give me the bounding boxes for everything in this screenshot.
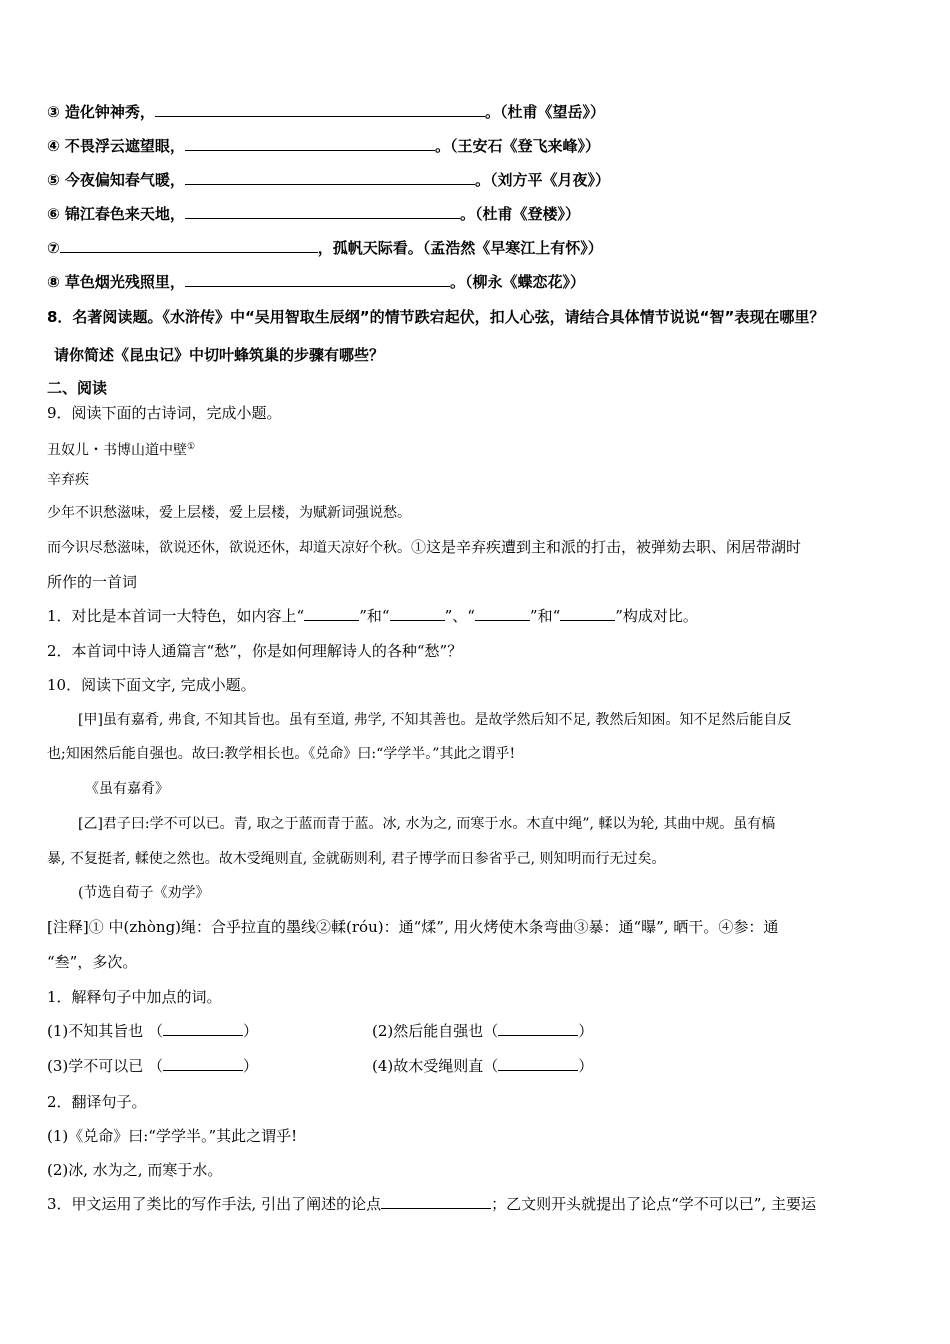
item-label: (3)学不可以已 bbox=[47, 1057, 144, 1075]
answer-blank[interactable] bbox=[185, 170, 475, 185]
recite-line-text: ⑦ bbox=[47, 239, 60, 257]
answer-blank[interactable] bbox=[381, 1194, 491, 1209]
q9-sub-1-text: 1．对比是本首词一大特色，如内容上“ bbox=[47, 607, 305, 625]
passage-jia-source: 《虽有嘉肴》 bbox=[85, 781, 169, 797]
q10-sub-2-item-1: (1)《兑命》曰:“学学半。”其此之谓乎! bbox=[47, 1127, 298, 1145]
passage-yi-source: (节选自荀子《劝学》 bbox=[78, 885, 210, 901]
recite-line-3 bbox=[47, 102, 605, 122]
answer-blank[interactable] bbox=[560, 606, 615, 621]
paren-close: ） bbox=[243, 1057, 259, 1075]
poem-author: 辛弃疾 bbox=[47, 472, 89, 488]
item-label: (1)不知其旨也 bbox=[47, 1022, 144, 1040]
answer-blank[interactable] bbox=[498, 1056, 578, 1071]
poem-line-2 bbox=[47, 537, 801, 558]
poem-title-text: 丑奴儿・书博山道中壁 bbox=[47, 442, 187, 459]
q10-sub-1-row-1 bbox=[47, 1021, 594, 1041]
recite-line-7 bbox=[47, 238, 603, 258]
item-label: (2)然后能自强也 bbox=[372, 1022, 484, 1040]
paren-open: （ bbox=[483, 1022, 499, 1040]
answer-blank[interactable] bbox=[163, 1056, 243, 1071]
q9-sub-1-text: ”、“ bbox=[444, 607, 475, 625]
recite-line-source: 。（杜甫《望岳》） bbox=[484, 103, 605, 121]
recite-line-source: ，孤帆天际看。（孟浩然《早寒江上有怀》） bbox=[317, 239, 603, 257]
recite-line-4 bbox=[47, 136, 600, 156]
recite-line-6 bbox=[47, 204, 580, 224]
question-9-intro: 9．阅读下面的古诗词，完成小题。 bbox=[47, 404, 282, 422]
q10-sub-2-item-2: (2)冰, 水为之, 而寒于水。 bbox=[47, 1161, 223, 1179]
recite-line-text: ③ 造化钟神秀， bbox=[47, 103, 155, 121]
answer-blank[interactable] bbox=[185, 136, 435, 151]
paren-close: ） bbox=[578, 1022, 594, 1040]
q10-sub-1-row-2 bbox=[47, 1056, 594, 1076]
recite-line-source: 。（柳永《蝶恋花》） bbox=[449, 273, 585, 291]
q10-sub-3-text: ；乙文则开头就提出了论点“学不可以已”, 主要运 bbox=[491, 1195, 816, 1213]
recite-line-5 bbox=[47, 170, 610, 190]
q10-sub-3 bbox=[47, 1194, 816, 1214]
answer-blank[interactable] bbox=[185, 204, 460, 219]
paren-open: （ bbox=[148, 1022, 164, 1040]
answer-blank[interactable] bbox=[390, 606, 445, 621]
recite-line-text: ⑥ 锦江春色来天地， bbox=[47, 205, 185, 223]
passage-jia-line-1: [甲]虽有嘉肴, 弗食, 不知其旨也。虽有至道, 弗学, 不知其善也。是故学然后知不足, 教然后知困。知不足然后能自反 bbox=[78, 712, 792, 728]
q9-sub-1 bbox=[47, 606, 698, 626]
q9-sub-2: 2．本首词中诗人通篇言“愁”，你是如何理解诗人的各种“愁”？ bbox=[47, 642, 463, 660]
recite-line-8 bbox=[47, 272, 585, 292]
passage-yi-line-2: 暴, 不复挺者, 輮使之然也。故木受绳则直, 金就砺则利, 君子博学而日参省乎己, 则知明而行无过矣。 bbox=[47, 851, 666, 867]
paren-close: ） bbox=[243, 1022, 259, 1040]
item-4 bbox=[372, 1056, 593, 1076]
recite-line-text: ⑤ 今夜偏知春气暖， bbox=[47, 171, 185, 189]
answer-blank[interactable] bbox=[185, 272, 450, 287]
poem-footnote-cont: 所作的一首词 bbox=[47, 573, 138, 591]
q10-sub-3-text: 3．甲文运用了类比的写作手法, 引出了阐述的论点 bbox=[47, 1195, 382, 1213]
q10-sub-2: 2．翻译句子。 bbox=[47, 1093, 147, 1111]
passage-jia-line-2: 也;知困然后能自强也。故曰:教学相长也。《兑命》曰:“学学半。”其此之谓乎! bbox=[47, 746, 516, 762]
poem-title bbox=[47, 437, 195, 461]
question-10-intro: 10．阅读下面文字, 完成小题。 bbox=[47, 676, 256, 694]
recite-line-source: 。（刘方平《月夜》） bbox=[474, 171, 610, 189]
recite-line-source: 。（杜甫《登楼》） bbox=[459, 205, 580, 223]
answer-blank[interactable] bbox=[475, 606, 530, 621]
footnote-mark: ① bbox=[187, 442, 196, 452]
annotation-line-1: [注释]① 中(zhòng)绳：合乎拉直的墨线②輮(róu)：通“煣”, 用火烤使木条弯曲③暴：通“曝”, 晒干。④参：通 bbox=[47, 918, 779, 936]
poem-line-2-text: 而今识尽愁滋味，欲说还休，欲说还休，却道天凉好个秋。 bbox=[47, 540, 411, 556]
recite-line-text: ④ 不畏浮云遮望眼， bbox=[47, 137, 185, 155]
recite-line-source: 。（王安石《登飞来峰》） bbox=[434, 137, 600, 155]
answer-blank[interactable] bbox=[60, 238, 318, 253]
item-2 bbox=[372, 1021, 593, 1041]
q10-sub-1: 1．解释句子中加点的词。 bbox=[47, 988, 222, 1006]
q9-sub-1-text: ”构成对比。 bbox=[615, 607, 698, 625]
q9-sub-1-text: ”和“ bbox=[529, 607, 561, 625]
question-8: 8．名著阅读题。《水浒传》中“吴用智取生辰纲”的情节跌宕起伏，扣人心弦，请结合具体情节说说“智”表现在哪里？ bbox=[47, 308, 825, 326]
item-label: (4)故木受绳则直 bbox=[372, 1057, 484, 1075]
answer-blank[interactable] bbox=[498, 1021, 578, 1036]
poem-footnote: ①这是辛弃疾遭到主和派的打击，被弹劾去职、闲居带湖时 bbox=[411, 538, 802, 556]
question-8b: 请你简述《昆虫记》中切叶蜂筑巢的步骤有哪些？ bbox=[54, 346, 385, 364]
paren-close: ） bbox=[578, 1057, 594, 1075]
q9-sub-1-text: ”和“ bbox=[359, 607, 390, 625]
paren-open: （ bbox=[148, 1057, 164, 1075]
recite-line-text: ⑧ 草色烟光残照里， bbox=[47, 273, 185, 291]
answer-blank[interactable] bbox=[304, 606, 359, 621]
annotation-line-2: “叁”，多次。 bbox=[47, 953, 138, 971]
passage-yi-line-1: [乙]君子曰:学不可以已。青, 取之于蓝而青于蓝。冰, 水为之, 而寒于水。木直中绳”, 輮以为轮, 其曲中规。虽有槁 bbox=[78, 816, 776, 832]
answer-blank[interactable] bbox=[155, 102, 485, 117]
answer-blank[interactable] bbox=[163, 1021, 243, 1036]
paren-open: （ bbox=[483, 1057, 499, 1075]
section-title-reading: 二、阅读 bbox=[47, 379, 108, 397]
poem-line-1: 少年不识愁滋味，爱上层楼，爱上层楼，为赋新词强说愁。 bbox=[47, 505, 411, 521]
